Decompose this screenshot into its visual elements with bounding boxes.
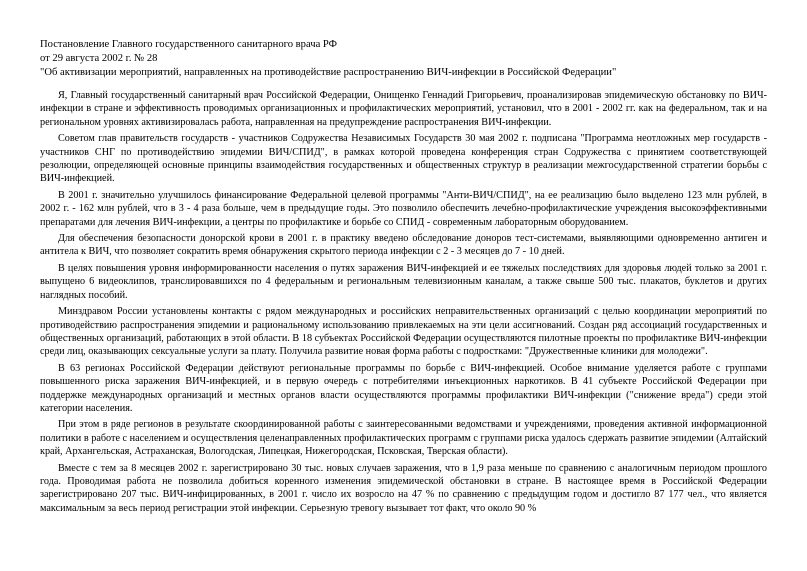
paragraph: Вместе с тем за 8 месяцев 2002 г. зарегистрировано 30 тыс. новых случаев заражения, что в 1,9 раза меньше по сравнению с аналогичным периодом прошлого года. Проводимая работа не позволила добиться коренного изменения эпидемической обстановки в стране. В настоящее время в Российской Федерации зарегистрировано 207 тыс. ВИЧ-инфицированных, в 2001 г. число их возросло на 47 % по сравнению с предыдущим годом и достигло 87 177 чел., что является максимальным за весь период регистрации этой инфекции. Серьезную тревогу вызывает тот факт, что около 90 %	[40, 462, 767, 514]
document-title: Постановление Главного государственного санитарного врача РФ	[40, 39, 338, 50]
document-header	[40, 38, 767, 80]
paragraph: В целях повышения уровня информированности населения о путях заражения ВИЧ-инфекцией и ее тяжелых последствиях для здоровья людей только за 2001 г. выпущено 6 видеоклипов, транслировавшихся по 4 федеральным и региональным телевизионным каналам, а также свыше 500 тыс. плакатов, буклетов и других наглядных пособий.	[40, 262, 767, 301]
paragraph: Для обеспечения безопасности донорской крови в 2001 г. в практику введено обследование доноров тест-системами, выявляющими одновременно антиген и антитела к ВИЧ, что позволяет сократить время обнаружения скрытого периода инфекции с 2 - 3 месяцев до 7 - 10 дней.	[40, 233, 767, 258]
document-subject: "Об активизации мероприятий, направленных на противодействие распространению ВИЧ-инфекции в Российской Федерации"	[40, 67, 617, 78]
document-date-number: от 29 августа 2002 г. № 28	[40, 53, 158, 64]
paragraph: В 63 регионах Российской Федерации действуют региональные программы по борьбе с ВИЧ-инфекцией. Особое внимание уделяется работе с группами повышенного риска заражения ВИЧ-инфекцией, и в первую очередь с потребителями инъекционных наркотиков. В 41 субъекте Российской Федерации при поддержке международных организаций и местных органов власти осуществляются программы профилактики ВИЧ-инфекции ("снижение вреда") среди этой категории населения.	[40, 362, 767, 414]
paragraph: Я, Главный государственный санитарный врач Российской Федерации, Онищенко Геннадий Григорьевич, проанализировав эпидемическую обстановку по ВИЧ-инфекции в стране и эффективность проводимых организационных и профилактических мероприятий, установил, что в 2001 - 2002 гг. как на федеральном, так и на региональном уровнях активизировалась работа, направленная на предупреждение распространения ВИЧ-инфекции.	[40, 90, 767, 128]
paragraph: Минздравом России установлены контакты с рядом международных и российских неправительственных организаций с целью координации мероприятий по противодействию распространения эпидемии и рациональному использованию привлекаемых на эти цели ассигнований. Создан ряд ассоциаций государственных и общественных организаций, работающих в этой области. В 18 субъектах Российской Федерации осуществляются пилотные проекты по профилактике ВИЧ-инфекции среди лиц, оказывающих сексуальные услуги за плату. Получила развитие новая форма работы с подростками: "Дружественные клиники для молодежи".	[40, 306, 767, 358]
paragraph: При этом в ряде регионов в результате скоординированной работы с заинтересованными ведомствами и учреждениями, проведения активной информационной политики в работе с населением и осуществления целенаправленных профилактических программ с группами риска удалось сдержать развитие эпидемии (Алтайский край, Архангельская, Астраханская, Вологодская, Липецкая, Нижегородская, Псковская, Тверская области).	[40, 419, 767, 458]
paragraph: В 2001 г. значительно улучшилось финансирование Федеральной целевой программы "Анти-ВИЧ/СПИД", на ее реализацию было выделено 123 млн рублей, в 2002 г. - 162 млн рублей, что в 3 - 4 раза больше, чем в предыдущие годы. Это позволило обеспечить лечебно-профилактические учреждения высокоэффективными препаратами для лечения ВИЧ-инфекции, а центры по профилактике и борьбе со СПИД - современным лабораторным оборудованием.	[40, 189, 767, 228]
paragraph: Советом глав правительств государств - участников Содружества Независимых Государств 30 мая 2002 г. подписана "Программа неотложных мер государств - участников СНГ по противодействию эпидемии ВИЧ/СПИД", в рамках которой проведена конференция стран Содружества с принятием соответствующей резолюции, определяющей основные принципы взаимодействия государственных и общественных структур в реализации межгосударственной стратегии борьбы с ВИЧ-инфекцией.	[40, 133, 767, 185]
document-body	[40, 89, 767, 515]
